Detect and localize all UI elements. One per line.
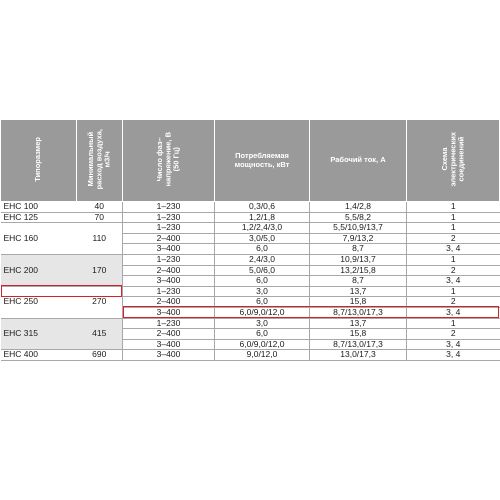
power-cell: 9,0/12,0 [215,350,310,361]
phases-cell: 3–400 [123,244,215,255]
phases-cell: 2–400 [123,265,215,276]
specs-table [0,119,500,361]
table-row [1,350,500,361]
table-row [1,286,500,297]
model-cell: EHC 200 [1,254,77,286]
power-cell: 6,0/9,0/12,0 [215,339,310,350]
power-cell: 6,0 [215,244,310,255]
model-cell: EHC 100 [1,202,77,213]
scheme-cell: 1 [407,254,500,265]
airflow-cell: 270 [77,286,123,318]
current-cell: 8,7 [310,276,407,287]
scheme-cell: 3, 4 [407,350,500,361]
scheme-cell: 2 [407,265,500,276]
phases-cell: 1–230 [123,202,215,213]
scheme-cell: 3, 4 [407,244,500,255]
airflow-cell: 110 [77,223,123,255]
scheme-cell: 1 [407,212,500,223]
phases-cell: 3–400 [123,350,215,361]
phases-cell: 3–400 [123,307,215,318]
table-body [1,202,500,361]
scheme-cell: 3, 4 [407,276,500,287]
power-cell: 5,0/6,0 [215,265,310,276]
current-cell: 1,4/2,8 [310,202,407,213]
current-cell: 13,7 [310,318,407,329]
header-scheme: Схема электрических соединений [407,120,500,202]
airflow-cell: 40 [77,202,123,213]
model-cell: EHC 250 [1,286,77,318]
model-cell: EHC 160 [1,223,77,255]
current-cell: 10,9/13,7 [310,254,407,265]
model-cell: EHC 315 [1,318,77,350]
current-cell: 8,7/13,0/17,3 [310,339,407,350]
airflow-cell: 415 [77,318,123,350]
table-row [1,223,500,234]
scheme-cell: 2 [407,297,500,308]
table-header [1,120,500,202]
power-cell: 6,0 [215,329,310,340]
airflow-cell: 690 [77,350,123,361]
phases-cell: 3–400 [123,339,215,350]
scheme-cell: 1 [407,286,500,297]
phases-cell: 1–230 [123,223,215,234]
header-current: Рабочий ток, А [310,120,407,202]
power-cell: 2,4/3,0 [215,254,310,265]
power-cell: 1,2/2,4/3,0 [215,223,310,234]
phases-cell: 1–230 [123,212,215,223]
header-model: Типоразмер [1,120,77,202]
model-cell: EHC 125 [1,212,77,223]
phases-cell: 2–400 [123,297,215,308]
current-cell: 15,8 [310,329,407,340]
header-airflow: Минимальный расход воздуха, м3/ч [77,120,123,202]
power-cell: 6,0/9,0/12,0 [215,307,310,318]
scheme-cell: 1 [407,202,500,213]
current-cell: 13,7 [310,286,407,297]
power-cell: 3,0 [215,286,310,297]
scheme-cell: 2 [407,233,500,244]
phases-cell: 2–400 [123,233,215,244]
current-cell: 5,5/8,2 [310,212,407,223]
current-cell: 13,2/15,8 [310,265,407,276]
table-row [1,254,500,265]
power-cell: 1,2/1,8 [215,212,310,223]
scheme-cell: 1 [407,318,500,329]
phases-cell: 1–230 [123,286,215,297]
phases-cell: 3–400 [123,276,215,287]
airflow-cell: 170 [77,254,123,286]
phases-cell: 1–230 [123,318,215,329]
power-cell: 3,0/5,0 [215,233,310,244]
current-cell: 13,0/17,3 [310,350,407,361]
current-cell: 5,5/10,9/13,7 [310,223,407,234]
current-cell: 7,9/13,2 [310,233,407,244]
power-cell: 6,0 [215,297,310,308]
header-power: Потребляемая мощность, кВт [215,120,310,202]
power-cell: 3,0 [215,318,310,329]
scheme-cell: 3, 4 [407,339,500,350]
model-cell: EHC 400 [1,350,77,361]
table-row [1,202,500,213]
scheme-cell: 2 [407,329,500,340]
current-cell: 8,7 [310,244,407,255]
table-row [1,318,500,329]
current-cell: 15,8 [310,297,407,308]
power-cell: 0,3/0,6 [215,202,310,213]
airflow-cell: 70 [77,212,123,223]
header-phases: Число фаз– напряжение, В (50 Гц) [123,120,215,202]
power-cell: 6,0 [215,276,310,287]
scheme-cell: 1 [407,223,500,234]
phases-cell: 2–400 [123,329,215,340]
table-row [1,212,500,223]
current-cell: 8,7/13,0/17,3 [310,307,407,318]
scheme-cell: 3, 4 [407,307,500,318]
phases-cell: 1–230 [123,254,215,265]
